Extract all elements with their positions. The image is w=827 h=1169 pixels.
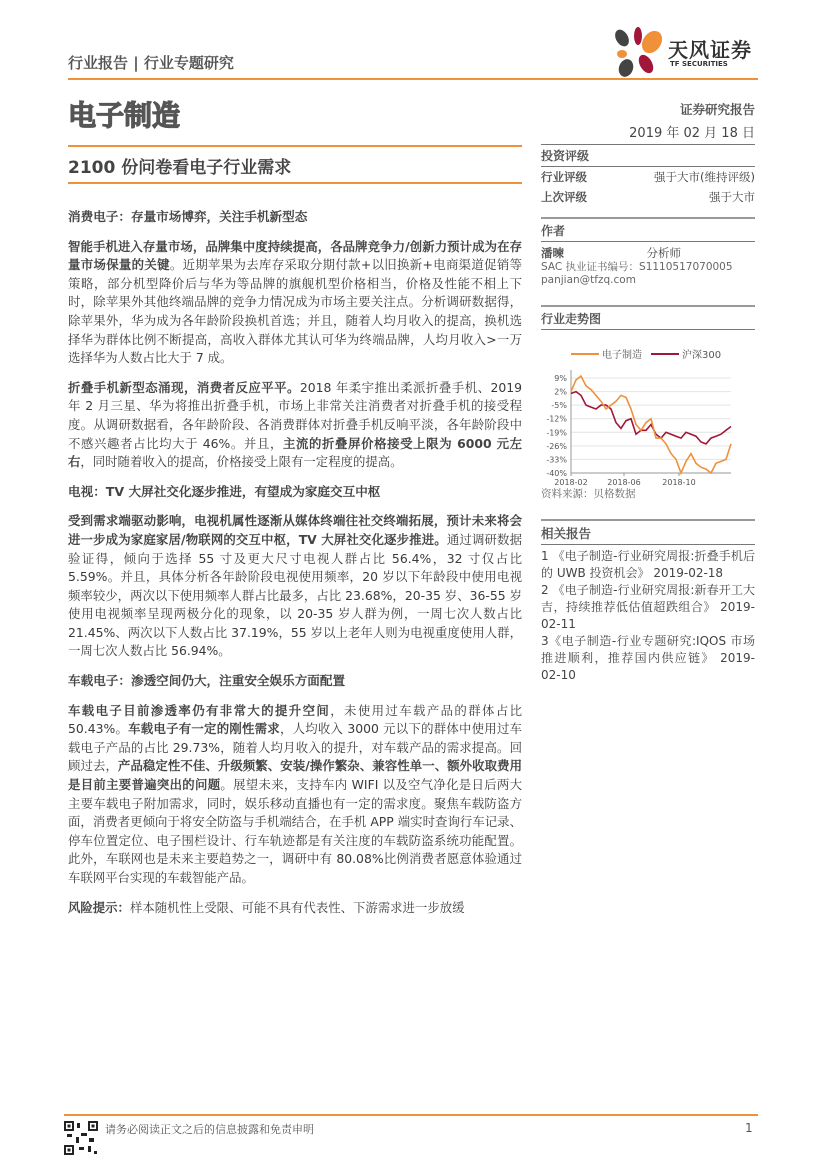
sac-number: SAC 执业证书编号：S1110517070005	[541, 261, 733, 273]
rating-header: 投资评级	[541, 145, 755, 167]
logo-subtext: TF SECURITIES	[670, 60, 728, 68]
bold-text: 车载电子有一定的刚性需求	[128, 721, 280, 737]
trend-chart	[541, 336, 755, 486]
body-text: 。近期苹果为去库存采取分期付款+以旧换新+电商渠道促销等策略，部分机型降价后与华为等品牌的旗舰机型价格相当，价格及性能不相上下时，除苹果外其他终端品牌的竞争力情况成为市场主要关注点。分析调研数据得，除苹果外，华为成为各年龄阶段换机首选；并且，随着人均月收入的提高，换机选择华为群体比例不断提高，高收入群体尤其认可华为终端品牌，人均月收入>一万选择华为人数占比大于 7 成。	[68, 257, 523, 366]
bold-text: 折叠手机新型态涌现，消费者反应平平。	[68, 379, 300, 395]
rating-row	[541, 167, 755, 187]
body-text: ，未使用过车载产品的群体占比 50.43%。	[68, 702, 523, 737]
rating-row	[541, 187, 755, 207]
related-report-link[interactable]: 2 《电子制造-行业研究周报:新春开工大吉，持续推荐低估值超跌组合》 2019-02-11	[541, 583, 755, 631]
related-report-link[interactable]: 3《电子制造-行业专题研究:IQOS 市场推进顺利，推荐国内供应链》 2019-02-10	[541, 634, 755, 682]
main-body	[68, 208, 522, 928]
industry-title: 电子制造	[68, 99, 181, 132]
header-divider	[68, 78, 758, 80]
logo-text: 天风证券	[668, 38, 752, 62]
risk-warning	[68, 899, 522, 918]
author-email[interactable]: panjian@tfzq.com	[541, 274, 636, 286]
section-heading: 车载电子：渗透空间仍大，注重安全娱乐方面配置	[68, 673, 346, 689]
risk-label: 风险提示：	[68, 899, 130, 915]
body-text: ，人均收入 3000 元以下的群体中使用过车载电子产品的占比 29.73%，随着人均月收入的提升，对车载产品的需求提高。回顾过去，	[68, 721, 523, 774]
disclaimer-link[interactable]: 请务必阅读正文之后的信息披露和免责申明	[105, 1123, 314, 1136]
author-name: 潘暕	[541, 246, 564, 260]
x-tick-label: 2018-06	[607, 478, 641, 486]
related-header: 相关报告	[541, 519, 755, 545]
ratings-list	[541, 167, 755, 207]
author-header: 作者	[541, 217, 755, 242]
rating-label: 行业评级	[541, 170, 587, 184]
paragraph	[68, 238, 522, 368]
x-tick-label: 2018-02	[554, 478, 588, 486]
paragraph	[68, 702, 522, 888]
y-tick-label: -26%	[546, 441, 567, 451]
section-heading: 电视：TV 大屏社交化逐步推进，有望成为家庭交互中枢	[68, 483, 381, 499]
related-report-link[interactable]: 1 《电子制造-行业研究周报:折叠手机后的 UWB 投资机会》 2019-02-18	[541, 549, 755, 580]
title-divider-bottom	[68, 182, 522, 184]
y-tick-label: -33%	[546, 455, 567, 465]
y-tick-label: -12%	[546, 414, 567, 424]
y-tick-label: 2%	[554, 387, 567, 397]
y-tick-label: -19%	[546, 428, 567, 438]
page-number: 1	[745, 1121, 753, 1135]
report-title: 2100 份问卷看电子行业需求	[68, 158, 292, 178]
paragraph	[68, 512, 522, 661]
title-divider-top	[68, 145, 522, 147]
breadcrumb: 行业报告 | 行业专题研究	[68, 54, 234, 72]
company-logo	[610, 26, 760, 76]
rating-label: 上次评级	[541, 190, 587, 204]
section-heading: 消费电子：存量市场博弈，关注手机新型态	[68, 209, 308, 224]
x-tick-label: 2018-10	[662, 478, 696, 486]
report-date: 2019 年 02 月 18 日	[541, 122, 755, 145]
y-tick-label: -5%	[551, 401, 567, 411]
trend-header: 行业走势图	[541, 305, 755, 330]
sidebar	[541, 100, 755, 684]
body-text: 。展望未来，支持车内 WIFI 以及空气净化是日后两大主要车载电子附加需求，同时，娱乐移动直播也有一定的需求度。聚焦车载防盗方面，消费者更倾向于将安全防盗与手机端结合，在手机 APP 端实时查询行车记录、停车位置定位、电子围栏设计、行车轨迹都是有关注度的车载防盗系统功能配置。此外，车联网也是未来主要趋势之一，调研中有 80.08%比例消费者愿意体验通过车联网平台实现的车载智能产品。	[68, 777, 522, 885]
rating-value: 强于大市(维持评级)	[654, 170, 755, 184]
bold-text: 智能手机进入存量市场，品牌集中度持续提高，各品牌竞争力/创新力预计成为在存量市场保量的关键	[68, 238, 522, 273]
legend-label: 沪深300	[682, 350, 722, 361]
bold-text: 受到需求端驱动影响，电视机属性逐渐从媒体终端往社交终端拓展，预计未来将会进一步成为家庭家居/物联网的交互中枢，TV 大屏社交化逐步推进。	[68, 513, 522, 547]
qr-code-icon	[64, 1121, 98, 1155]
legend-label: 电子制造	[602, 350, 642, 361]
logo-petals-icon	[610, 26, 666, 78]
y-tick-label: -40%	[546, 469, 567, 478]
body-text: 通过调研数据验证得，倾向于选择 55 寸及更大尺寸电视人群占比 56.4%，32 寸仅占比 5.59%。并且，具体分析各年龄阶段电视使用频率，20 岁以下年龄段中使用电视频率较少，两次以下使用频率人群占比最多，占比 23.68%，20-35 岁、36-55 岁使用电视频率呈现两极分化的现象，以 20-35 岁人群为例，一周七次人数占比 21.45%、两次以下人数占比 37.19%，55 岁以上老年人则为电视重度使用人群，一周七次人数占比 56.94%。	[68, 531, 523, 659]
bold-text: 产品稳定性不佳、升级频繁、安装/操作繁杂、兼容性单一、额外收取费用是目前主要普遍突出的问题	[68, 758, 523, 793]
footer-divider	[64, 1114, 758, 1116]
report-type: 证券研究报告	[679, 102, 755, 117]
related-reports	[541, 548, 755, 684]
chart-source: 资料来源：贝格数据	[541, 488, 636, 500]
bold-text: 车载电子目前渗透率仍有非常大的提升空间	[68, 702, 331, 718]
bold-text: 主流的折叠屏价格接受上限为 6000 元左右	[68, 435, 522, 470]
body-text: 2018 年柔宇推出柔派折叠手机、2019 年 2 月三星、华为将推出折叠手机，市场上非常关注消费者对折叠手机的接受程度。从调研数据看，各年龄阶段、各消费群体对折叠手机反响平淡，各年龄阶段中不感兴趣者占比均大于 46%。并且，	[68, 379, 523, 451]
y-tick-label: 9%	[554, 374, 567, 383]
author-title: 分析师	[646, 246, 681, 260]
paragraph	[68, 379, 522, 472]
rating-value: 强于大市	[709, 190, 755, 204]
risk-text: 样本随机性上受限、可能不具有代表性、下游需求进一步放缓	[129, 899, 465, 915]
body-text: ，同时随着收入的提高，价格接受上限有一定程度的提高。	[80, 454, 403, 470]
